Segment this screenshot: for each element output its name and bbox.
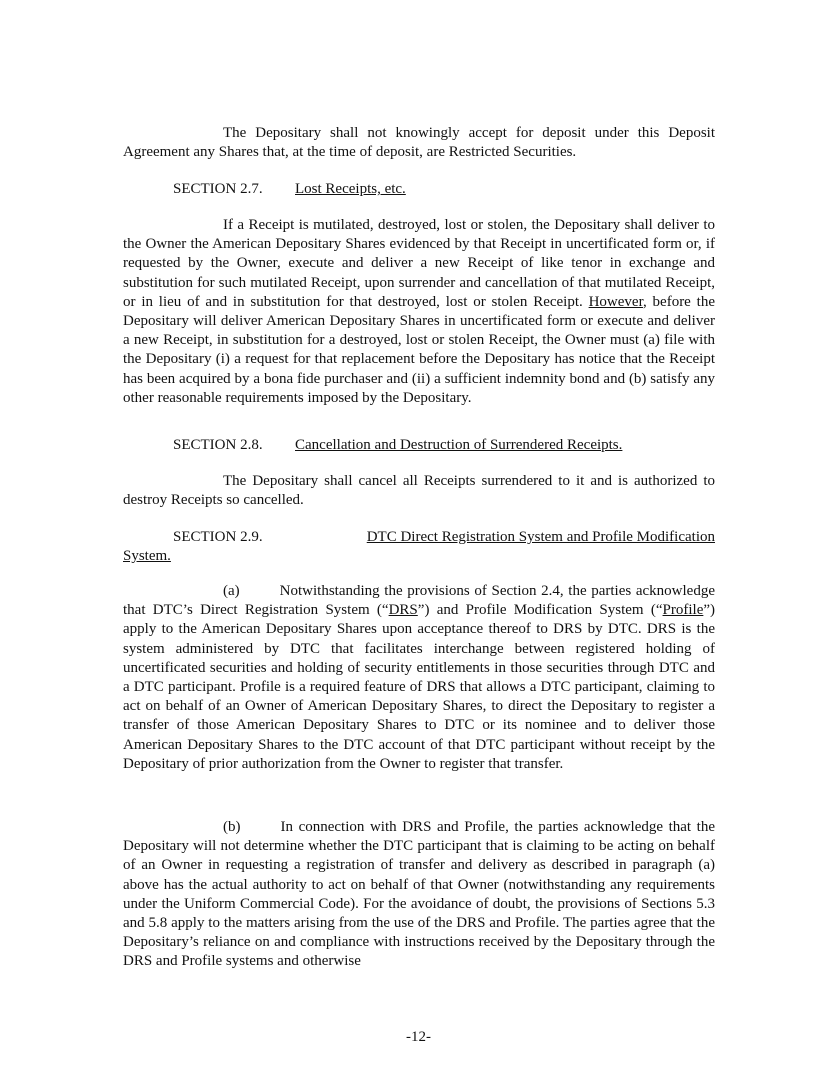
text-run: If a Receipt is mutilated, destroyed, lost or stolen, the Depositary shall deliver to the Owner the American Depositary Shares evidenced by that Receipt in uncertificated form or, if requested by the Owner, execute and deliver a new Receipt of like tenor in exchange and substitution for such mutilated Receipt, upon surrender and cancellation of that mutilated Receipt, or in lieu of and in substitution for that destroyed, lost or stolen Receipt. — [123, 217, 715, 310]
paragraph-restricted-securities: The Depositary shall not knowingly accept for deposit under this Deposit Agreement any Shares that, at the time of deposit, are Restricted Securities. — [123, 125, 715, 161]
text-run: ”) and Profile Modification System (“ — [417, 602, 663, 619]
section-number: SECTION 2.9. — [173, 529, 263, 545]
paragraph-a — [123, 582, 715, 774]
section-heading-line-1 — [123, 528, 715, 547]
text-run: ”) apply to the American Depositary Shares upon acceptance thereof to DRS by DTC. DRS is the system administered by DTC that facilitates interchange between registered holding of uncertificated securities and holding of security entitlements in those securities through DTC and a DTC participant. Profile is a required feature of DRS that allows a DTC participant, claiming to act on behalf of an Owner of American Depositary Shares, to direct the Depositary to register a transfer of those American Depositary Shares to DTC or its nominee and to deliver those American Depositary Shares to the DTC account of that DTC participant without receipt by the Depositary of prior authorization from the Owner to register that transfer. — [123, 602, 716, 772]
paragraph-cancellation: The Depositary shall cancel all Receipts surrendered to it and is authorized to destroy Receipts so cancelled. — [123, 473, 715, 509]
paragraph-label: (b) — [223, 819, 241, 835]
section-title: Lost Receipts, etc. — [295, 181, 406, 197]
paragraph-label: (a) — [223, 583, 240, 599]
page-number: -12- — [406, 1029, 431, 1045]
emphasis-however: However — [588, 293, 643, 310]
section-number: SECTION 2.8. — [173, 437, 263, 453]
section-title-line-2: System. — [123, 548, 171, 565]
section-2-8-heading — [173, 436, 715, 455]
section-title: Cancellation and Destruction of Surrendered Receipts. — [295, 437, 623, 453]
section-title-line-1: DTC Direct Registration System and Profile Modification — [366, 529, 715, 545]
text-run: Notwithstanding the provisions of Section 2.4, the parties acknowledge that DTC’s Direct Registration System (“ — [123, 583, 715, 619]
defined-term-profile: Profile — [662, 602, 704, 619]
paragraph-b — [123, 818, 715, 972]
section-2-7-heading — [173, 180, 715, 199]
text-run: , before the Depositary will deliver American Depositary Shares in uncertificated form or execute and deliver a new Receipt, in substitution for a destroyed, lost or stolen Receipt, the Owner must (a) file with the Depositary (i) a request for that replacement before the Depositary has notice that the Receipt has been acquired by a bona fide purchaser and (ii) a sufficient indemnity bond and (b) satisfy any other reasonable requirements imposed by the Depositary. — [123, 293, 715, 406]
section-number: SECTION 2.7. — [173, 181, 263, 197]
text-run: In connection with DRS and Profile, the parties acknowledge that the Depositary will not determine whether the DTC participant that is claiming to be acting on behalf of an Owner in requesting a registration of transfer and delivery as described in paragraph (a) above has the actual authority to act on behalf of that Owner (notwithstanding any requirements under the Uniform Commercial Code). For the avoidance of doubt, the provisions of Sections 5.3 and 5.8 apply to the matters arising from the use of the DRS and Profile. The parties agree that the Depositary’s reliance on and compliance with instructions received by the Depositary through the DRS and Profile systems and otherwise — [123, 819, 715, 970]
defined-term-drs: DRS — [388, 602, 418, 619]
paragraph-lost-receipts — [123, 216, 715, 408]
section-2-9-heading — [123, 528, 715, 566]
